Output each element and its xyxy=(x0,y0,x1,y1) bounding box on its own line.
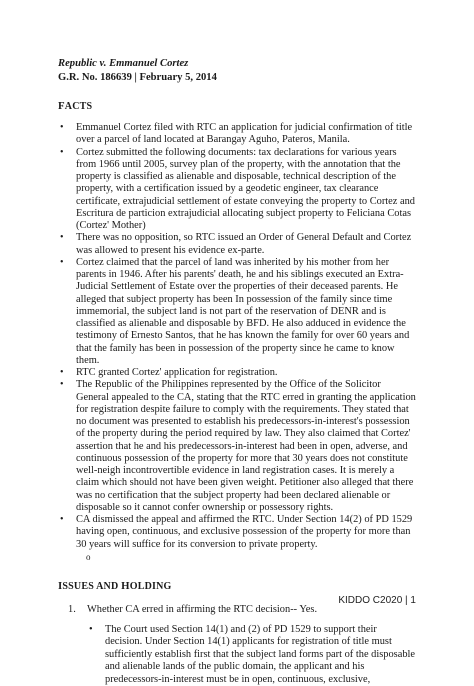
issues-list xyxy=(58,604,416,686)
case-number: G.R. No. 186639 | February 5, 2014 xyxy=(58,72,217,83)
bullet-icon: • xyxy=(60,122,64,133)
fact-text: The Republic of the Philippines represented by the Office of the Solicitor General appealed to the CA, stating that the RTC erred in granting the application for registration despite failure to comply with the requirements. They stated that no document was presented to establish his predecessors-in-interest's possession of the property during the period required by law. They also claimed that Cortez' assertion that he and his predecessors-in-interest had been in open, adverse, and continuous possession of the property for more that 30 years does not constitute well-neigh incontrovertible evidence in land registration cases. It is merely a claim which should not have been given weight. Petitioner also alleged that there was no certification that the subject property had been declared alienable or disposable so it cannot confer ownership or possessory rights. xyxy=(76,379,416,513)
holding-text: The Court used Section 14(1) and (2) of PD 1529 to support their decision. Under Section 14(1) applicants for registration of title must sufficiently establish first that the subject land forms part of the disposable and alienable lands of the public domain, the applicant and his predecessors-in-interest must be in open, continuous, exclusive, xyxy=(105,624,416,685)
list-item xyxy=(58,147,416,233)
issue-number: 1. xyxy=(68,603,76,615)
case-title: Republic v. Emmanuel Cortez xyxy=(58,58,189,69)
fact-text: Cortez submitted the following documents: tax declarations for various years from 1966 until 2005, survey plan of the property, with the annotation that the property is classified as alienable and disposable, technical description of the property, with a certification issued by a geodetic engineer, tax clearance certificate, extrajudicial settlement of estate conveying the property to Cortez and Escritura de particion extrajudicial allocating subject property to Feliciana Cotas (Cortez' Mother) xyxy=(76,146,415,231)
bullet-icon: • xyxy=(60,379,64,391)
bullet-icon: • xyxy=(60,256,64,268)
bullet-icon: • xyxy=(60,514,64,525)
issues-heading-rest: SSUES AND xyxy=(62,580,122,592)
list-item xyxy=(58,232,416,257)
fact-text: RTC granted Cortez' application for registration. xyxy=(76,367,278,378)
issues-heading xyxy=(58,579,416,594)
holding-heading-rest: OLDING xyxy=(129,580,172,592)
list-item xyxy=(58,367,416,379)
list-item xyxy=(58,257,416,367)
list-item xyxy=(87,624,416,686)
fact-text: Emmanuel Cortez filed with RTC an application for judicial confirmation of title over a parcel of land located at Barangay Aguho, Pateros, Manila. xyxy=(76,122,413,146)
holding-heading-initial: H xyxy=(121,579,130,592)
bullet-icon: • xyxy=(60,146,64,158)
facts-heading-rest: ACTS xyxy=(64,101,93,112)
list-item xyxy=(58,514,416,551)
bullet-icon: • xyxy=(60,232,64,244)
empty-sub-bullet: o xyxy=(86,551,91,562)
facts-list xyxy=(58,122,416,551)
fact-text: There was no opposition, so RTC issued an Order of General Default and Cortez was allowed to present his evidence ex-parte. xyxy=(76,232,412,256)
fact-text: Cortez claimed that the parcel of land was inherited by his mother from her parents in 1946. After his parents' death, he and his siblings executed an Extra-Judicial Settlement of Estate over the properties of their deceased parents. He alleged that subject property has been In possession of the family since time immemorial, the subject land is not part of the reservation of DENR and is classified as alienable and disposable by BFD. He also adduced in evidence the testimony of Ernesto Santos, that he has known the family for over 60 years and that the family has been in possession of the property since he came to know them. xyxy=(76,256,410,366)
fact-text: CA dismissed the appeal and affirmed the RTC. Under Section 14(2) of PD 1529 having open, continuous, and exclusive possession of the property for more than 30 years will suffice for its conversion to private property. xyxy=(76,514,413,550)
bullet-icon: • xyxy=(60,367,64,378)
page-footer: KIDDO C2020 | 1 xyxy=(338,595,416,606)
list-item xyxy=(58,604,416,686)
holding-list xyxy=(87,624,416,686)
bullet-icon: • xyxy=(89,624,93,636)
issues-heading-initial: I xyxy=(58,579,63,592)
facts-heading-initial: F xyxy=(58,100,65,112)
facts-heading xyxy=(58,99,416,114)
list-item xyxy=(58,122,416,147)
issue-text: Whether CA erred in affirming the RTC decision-- Yes. xyxy=(87,603,318,615)
list-item xyxy=(58,379,416,514)
